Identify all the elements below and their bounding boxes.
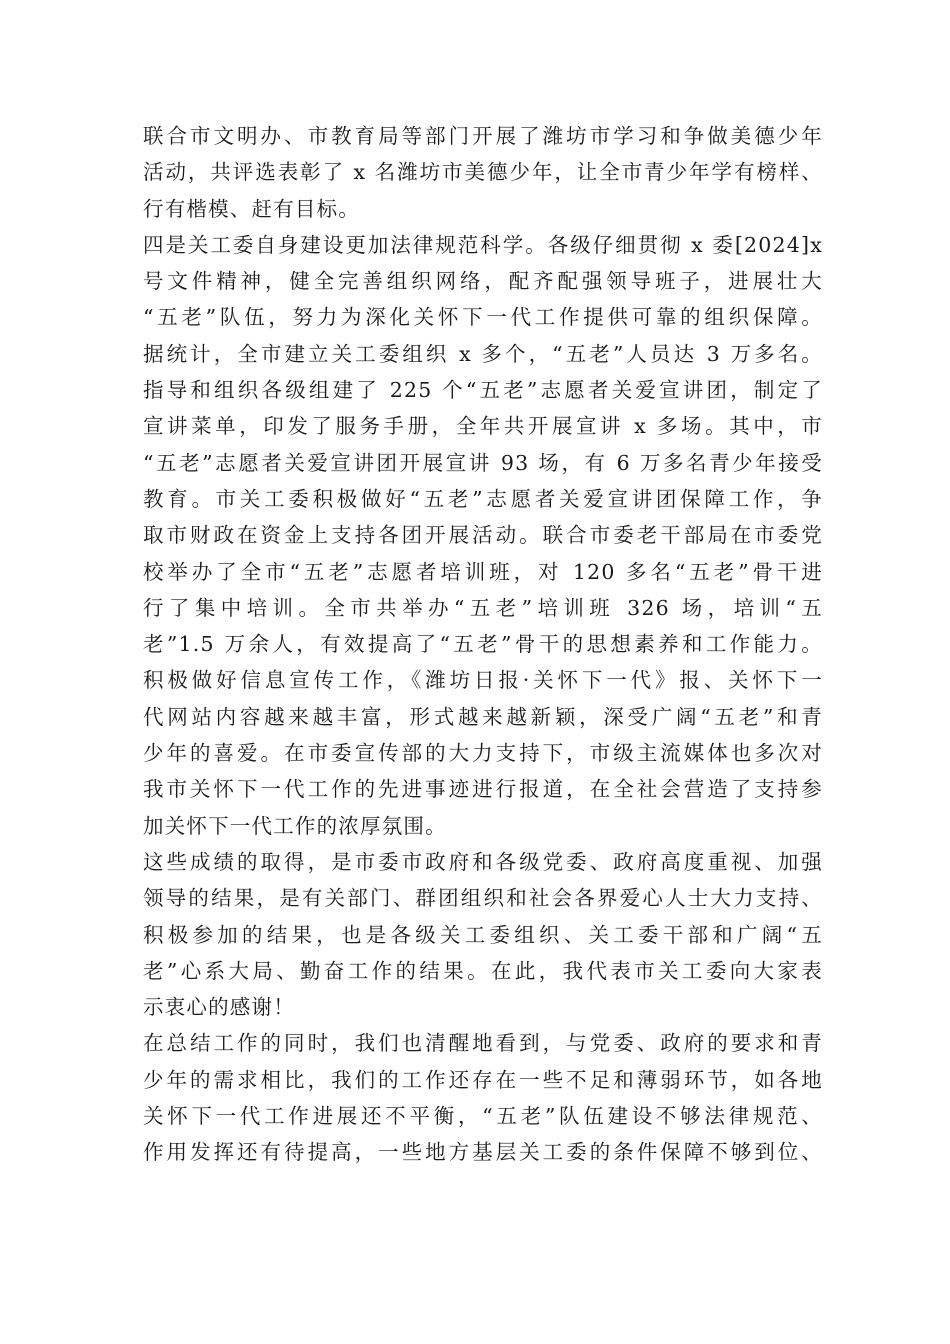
- text-line: 老”心系大局、勤奋工作的结果。在此，我代表市关工委向大家表: [143, 958, 823, 983]
- text-line: 代网站内容越来越丰富，形式越来越新颖，深受广阔“五老”和青: [143, 704, 823, 729]
- document-body: [143, 118, 823, 1171]
- text-line: 领导的结果，是有关部门、群团组织和社会各界爱心人士大力支持、: [143, 886, 823, 911]
- text-line: 指导和组织各级组建了 225 个“五老”志愿者关爱宣讲团，制定了: [143, 378, 823, 403]
- text-line: 行了集中培训。全市共举办“五老”培训班 326 场，培训“五: [143, 595, 823, 620]
- text-line: 积极做好信息宣传工作，《潍坊日报·关怀下一代》报、关怀下一: [143, 668, 823, 693]
- text-line: 联合市文明办、市教育局等部门开展了潍坊市学习和争做美德少年: [143, 124, 823, 148]
- text-line: “五老”队伍，努力为深化关怀下一代工作提供可靠的组织保障。: [143, 305, 823, 330]
- text-line: 我市关怀下一代工作的先进事迹进行报道，在全社会营造了支持参: [143, 777, 823, 802]
- text-line: 在总结工作的同时，我们也清醒地看到，与党委、政府的要求和青: [143, 1031, 823, 1056]
- text-line: 示衷心的感谢！: [143, 995, 295, 1020]
- text-line: 关怀下一代工作进展还不平衡，“五老”队伍建设不够法律规范、: [143, 1104, 823, 1129]
- text-line: 教育。市关工委积极做好“五老”志愿者关爱宣讲团保障工作，争: [143, 486, 823, 511]
- text-line: 据统计，全市建立关工委组织 x 多个，“五老”人员达 3 万多名。: [143, 341, 823, 366]
- text-line: 少年的喜爱。在市委宣传部的大力支持下，市级主流媒体也多次对: [143, 741, 823, 766]
- text-line: “五老”志愿者关爱宣讲团开展宣讲 93 场，有 6 万多名青少年接受: [143, 450, 823, 475]
- text-line: 宣讲菜单，印发了服务手册，全年共开展宣讲 x 多场。其中，市: [143, 414, 823, 439]
- text-line: 校举办了全市“五老”志愿者培训班，对 120 多名“五老”骨干进: [143, 559, 823, 584]
- text-line: 加关怀下一代工作的浓厚氛围。: [143, 813, 447, 838]
- text-line: 取市财政在资金上支持各团开展活动。联合市委老干部局在市委党: [143, 523, 823, 548]
- text-line: 积极参加的结果，也是各级关工委组织、关工委干部和广阔“五: [143, 922, 823, 947]
- text-line: 作用发挥还有待提高，一些地方基层关工委的条件保障不够到位、: [143, 1140, 823, 1165]
- text-line: 活动，共评选表彰了 x 名潍坊市美德少年，让全市青少年学有榜样、: [143, 160, 823, 185]
- text-line: 这些成绩的取得，是市委市政府和各级党委、政府高度重视、加强: [143, 849, 823, 874]
- text-line: 号文件精神，健全完善组织网络，配齐配强领导班子，进展壮大: [143, 269, 823, 294]
- text-line: 四是关工委自身建设更加法律规范科学。各级仔细贯彻 x 委[2024]x: [143, 232, 823, 257]
- text-line: 老”1.5 万余人，有效提高了“五老”骨干的思想素养和工作能力。: [143, 632, 823, 657]
- text-line: 少年的需求相比，我们的工作还存在一些不足和薄弱环节，如各地: [143, 1067, 823, 1092]
- text-line: 行有楷模、赶有目标。: [143, 196, 360, 221]
